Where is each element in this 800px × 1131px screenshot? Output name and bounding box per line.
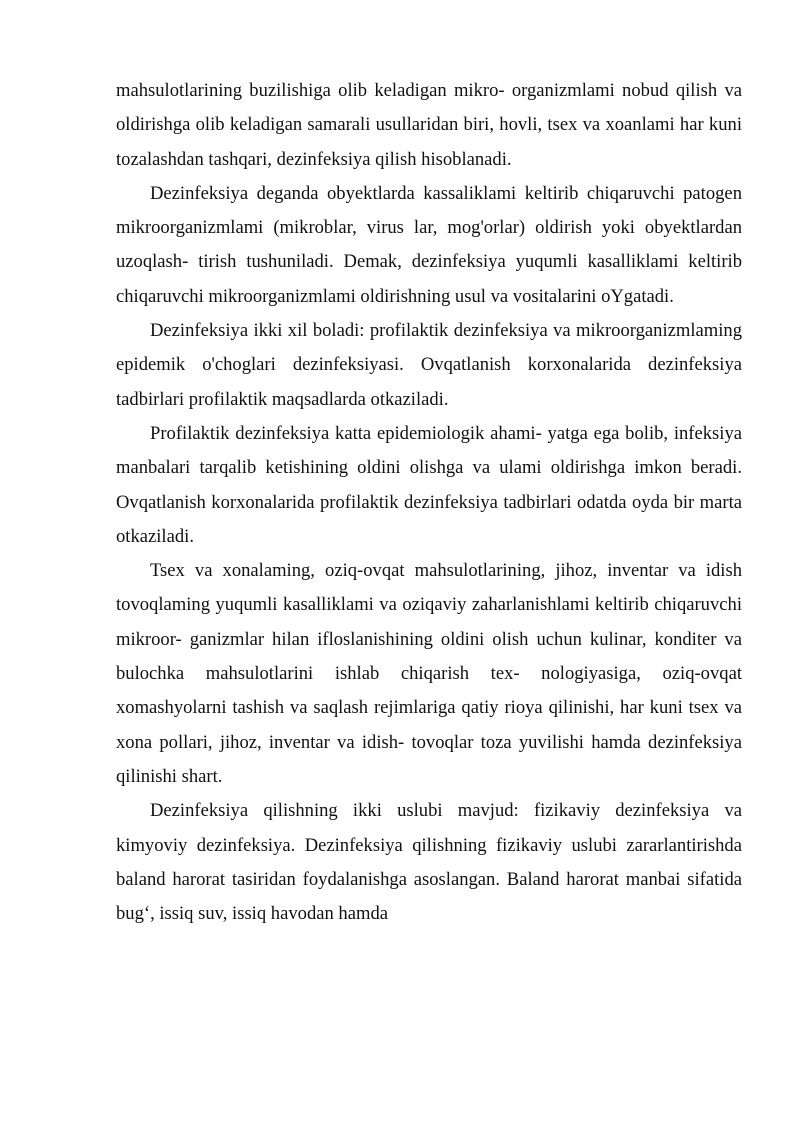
- paragraph-3: Dezinfeksiya ikki xil boladi: profilaktik dezinfeksiya va mikroorganizmlaming epidemik o'choglari dezinfeksiyasi. Ovqatlanish korxonalarida dezinfeksiya tadbirlari profilaktik maqsadlarda otkaziladi.: [116, 320, 742, 410]
- paragraph-4: Profilaktik dezinfeksiya katta epidemiologik ahami- yatga ega bolib, infeksiya manbalari tarqalib ketishining oldini olishga va ulami oldirishga imkon beradi. Ovqatlanish korxonalarida profilaktik dezinfeksiya tadbirlari odatda oyda bir marta otkaziladi.: [116, 422, 742, 547]
- paragraph-6: Dezinfeksiya qilishning ikki uslubi mavjud: fizikaviy dezinfeksiya va kimyoviy dezinfeksiya. Dezinfeksiya qilishning fizikaviy uslubi zararlantirishda baland harorat tasiridan foydalanishga asoslangan. Baland harorat manbai sifatida bug‘, issiq suv, issiq havodan hamda: [116, 800, 742, 925]
- paragraph-1: mahsulotlarining buzilishiga olib keladigan mikro- organizmlami nobud qilish va oldirishga olib keladigan samarali usullaridan biri, hovli, tsex va xoanlami har kuni tozalashdan tashqari, dezinfeksiya qilish hisoblanadi.: [116, 80, 742, 170]
- paragraph-5: Tsex va xonalaming, oziq-ovqat mahsulotlarining, jihoz, inventar va idish tovoqlaming yuqumli kasalliklami va oziqaviy zaharlanishlami keltirib chiqaruvchi mikroor- ganizmlar hilan ifloslanishining oldini olish uchun kulinar, konditer va bulochka mahsulotlarini ishlab chiqarish tex- nologiyasiga, oziq-ovqat xomashyolarni tashish va saqlash rejimlariga qatiy rioya qilinishi, har kuni tsex va xona pollari, jihoz, inventar va idish- tovoqlar toza yuvilishi hamda dezinfeksiya qilinishi shart.: [116, 560, 742, 787]
- document-page: [116, 74, 742, 931]
- paragraph-2: Dezinfeksiya deganda obyektlarda kassaliklami keltirib chiqaruvchi patogen mikroorganizmlami (mikroblar, virus lar, mog'orlar) oldirish yoki obyektlardan uzoqlash- tirish tushuniladi. Demak, dezinfeksiya yuqumli kasalliklami keltirib chiqaruvchi mikroorganizmlami oldirishning usul va vositalarini oYgatadi.: [116, 182, 742, 307]
